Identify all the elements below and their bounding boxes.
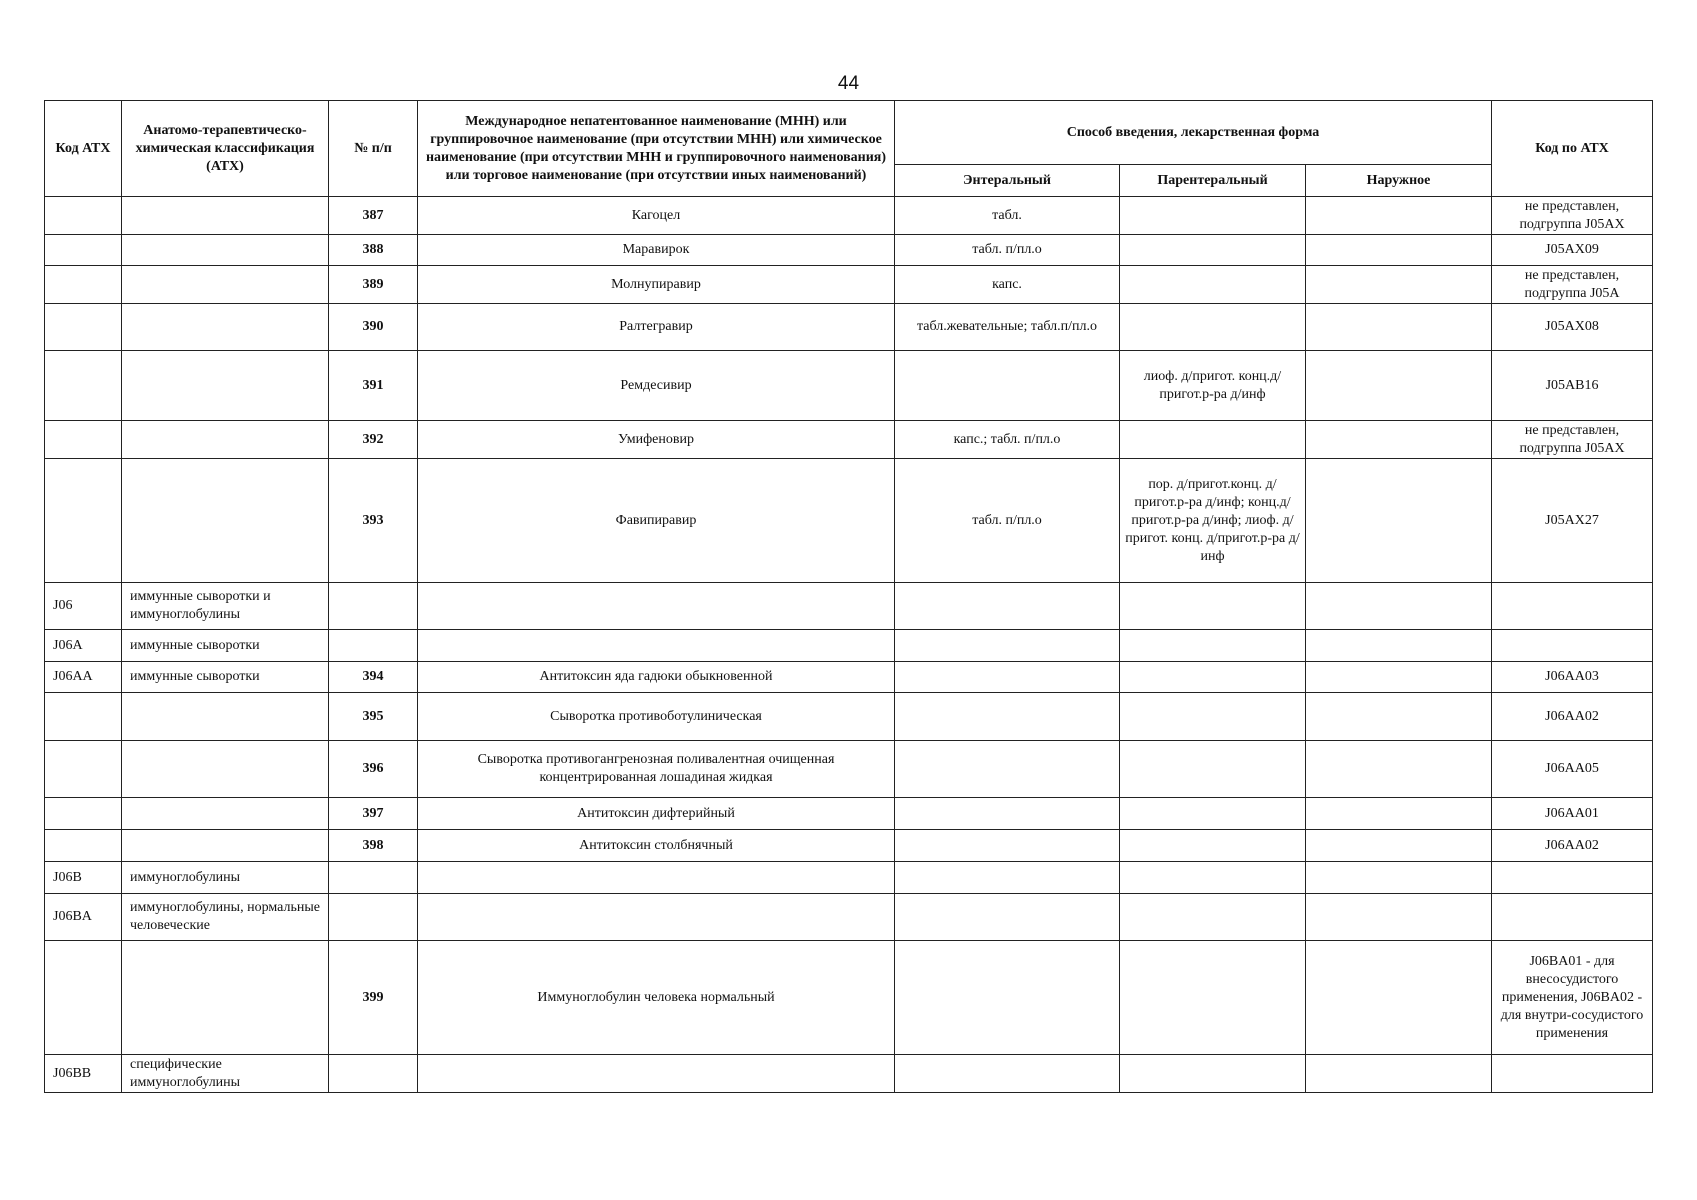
row-atc-code: [45, 741, 122, 798]
row-atc-code: J06: [45, 583, 122, 630]
row-parenteral: [1120, 197, 1306, 235]
row-num: 392: [329, 421, 418, 459]
row-atc-class: [122, 798, 329, 830]
row-num: 388: [329, 235, 418, 266]
row-enteral: [895, 894, 1120, 941]
table-row: [45, 862, 1653, 894]
row-external: [1306, 941, 1492, 1055]
row-enteral: [895, 351, 1120, 421]
row-atc-ref: J05AB16: [1492, 351, 1653, 421]
row-atc-class: [122, 421, 329, 459]
row-parenteral: [1120, 862, 1306, 894]
row-atc-ref: не представлен, подгруппа J05AX: [1492, 197, 1653, 235]
row-atc-class: [122, 830, 329, 862]
table-row: [45, 266, 1653, 304]
row-atc-class: [122, 304, 329, 351]
table-row: [45, 798, 1653, 830]
header-atc-code: Код АТХ: [45, 101, 122, 197]
row-atc-code: [45, 693, 122, 741]
row-name: [418, 862, 895, 894]
row-enteral: [895, 741, 1120, 798]
row-atc-code: [45, 830, 122, 862]
row-external: [1306, 894, 1492, 941]
row-atc-code: J06AA: [45, 662, 122, 693]
row-external: [1306, 351, 1492, 421]
row-atc-ref: [1492, 583, 1653, 630]
row-parenteral: [1120, 266, 1306, 304]
row-name: [418, 894, 895, 941]
row-atc-ref: [1492, 862, 1653, 894]
row-external: [1306, 1055, 1492, 1093]
row-enteral: [895, 693, 1120, 741]
row-num: 391: [329, 351, 418, 421]
header-parenteral: Парентеральный: [1120, 165, 1306, 197]
row-name: Ралтегравир: [418, 304, 895, 351]
page-number: 44: [837, 73, 860, 94]
row-atc-code: J06A: [45, 630, 122, 662]
table-row: [45, 941, 1653, 1055]
row-name: Антитоксин дифтерийный: [418, 798, 895, 830]
row-enteral: [895, 630, 1120, 662]
row-atc-code: [45, 941, 122, 1055]
row-atc-class: [122, 351, 329, 421]
table-row: [45, 662, 1653, 693]
row-atc-code: J06BB: [45, 1055, 122, 1093]
row-external: [1306, 662, 1492, 693]
row-num: 394: [329, 662, 418, 693]
row-enteral: [895, 662, 1120, 693]
table-row: [45, 894, 1653, 941]
row-enteral: табл. п/пл.о: [895, 235, 1120, 266]
row-enteral: табл.: [895, 197, 1120, 235]
table-header: [45, 101, 1653, 197]
row-external: [1306, 197, 1492, 235]
row-external: [1306, 862, 1492, 894]
row-name: Умифеновир: [418, 421, 895, 459]
row-external: [1306, 421, 1492, 459]
row-enteral: [895, 830, 1120, 862]
row-enteral: капс.; табл. п/пл.о: [895, 421, 1120, 459]
row-atc-class: специфические иммуноглобулины: [122, 1055, 329, 1093]
table-row: [45, 459, 1653, 583]
table-row: [45, 304, 1653, 351]
row-num: 390: [329, 304, 418, 351]
row-parenteral: [1120, 693, 1306, 741]
row-atc-class: иммунные сыворотки и иммуноглобулины: [122, 583, 329, 630]
row-atc-ref: J06AA05: [1492, 741, 1653, 798]
table-row: [45, 830, 1653, 862]
row-parenteral: [1120, 662, 1306, 693]
header-num: № п/п: [329, 101, 418, 197]
row-name: [418, 1055, 895, 1093]
header-atc-ref: Код по АТХ: [1492, 101, 1653, 197]
row-external: [1306, 459, 1492, 583]
table-row: [45, 1055, 1653, 1093]
row-atc-code: [45, 798, 122, 830]
row-enteral: [895, 1055, 1120, 1093]
row-external: [1306, 266, 1492, 304]
row-atc-code: [45, 235, 122, 266]
row-parenteral: [1120, 583, 1306, 630]
row-external: [1306, 693, 1492, 741]
row-atc-class: иммуноглобулины, нормальные человеческие: [122, 894, 329, 941]
row-external: [1306, 630, 1492, 662]
row-atc-ref: [1492, 1055, 1653, 1093]
row-num: [329, 630, 418, 662]
row-name: Антитоксин яда гадюки обыкновенной: [418, 662, 895, 693]
header-external: Наружное: [1306, 165, 1492, 197]
header-atc-class: Анатомо-терапевтическо-химическая классификация (АТХ): [122, 101, 329, 197]
row-enteral: капс.: [895, 266, 1120, 304]
drug-table: [44, 100, 1653, 1093]
row-atc-ref: не представлен, подгруппа J05AX: [1492, 421, 1653, 459]
row-num: 393: [329, 459, 418, 583]
table-row: [45, 197, 1653, 235]
row-atc-code: [45, 266, 122, 304]
row-atc-ref: J05AX09: [1492, 235, 1653, 266]
row-atc-code: J06BA: [45, 894, 122, 941]
row-atc-ref: J06BA01 - для внесосудистого применения, J06BA02 - для внутри-сосудистого применения: [1492, 941, 1653, 1055]
row-name: Ремдесивир: [418, 351, 895, 421]
row-atc-ref: J06AA03: [1492, 662, 1653, 693]
row-parenteral: [1120, 630, 1306, 662]
table-row: [45, 693, 1653, 741]
table-row: [45, 351, 1653, 421]
row-num: 398: [329, 830, 418, 862]
row-parenteral: пор. д/пригот.конц. д/пригот.р-ра д/инф; конц.д/пригот.р-ра д/инф; лиоф. д/пригот. конц. д/пригот.р-ра д/инф: [1120, 459, 1306, 583]
row-external: [1306, 304, 1492, 351]
table-row: [45, 630, 1653, 662]
row-atc-ref: [1492, 630, 1653, 662]
row-num: 387: [329, 197, 418, 235]
row-atc-code: [45, 459, 122, 583]
row-num: 397: [329, 798, 418, 830]
row-name: Кагоцел: [418, 197, 895, 235]
row-atc-class: [122, 693, 329, 741]
row-enteral: табл. п/пл.о: [895, 459, 1120, 583]
header-route-form: Способ введения, лекарственная форма: [895, 101, 1492, 165]
row-name: [418, 583, 895, 630]
row-atc-ref: J05AX27: [1492, 459, 1653, 583]
row-parenteral: [1120, 798, 1306, 830]
row-num: [329, 894, 418, 941]
row-atc-class: [122, 197, 329, 235]
row-atc-code: [45, 197, 122, 235]
row-num: [329, 862, 418, 894]
table-row: [45, 583, 1653, 630]
row-atc-class: иммуноглобулины: [122, 862, 329, 894]
row-enteral: табл.жевательные; табл.п/пл.о: [895, 304, 1120, 351]
row-enteral: [895, 862, 1120, 894]
row-parenteral: [1120, 421, 1306, 459]
row-atc-class: [122, 741, 329, 798]
row-num: 399: [329, 941, 418, 1055]
row-external: [1306, 830, 1492, 862]
row-enteral: [895, 583, 1120, 630]
row-parenteral: [1120, 304, 1306, 351]
row-external: [1306, 741, 1492, 798]
row-atc-class: иммунные сыворотки: [122, 662, 329, 693]
row-external: [1306, 583, 1492, 630]
row-num: 389: [329, 266, 418, 304]
row-atc-class: [122, 235, 329, 266]
row-atc-ref: [1492, 894, 1653, 941]
row-parenteral: [1120, 941, 1306, 1055]
row-atc-code: [45, 304, 122, 351]
row-parenteral: [1120, 1055, 1306, 1093]
row-enteral: [895, 941, 1120, 1055]
row-atc-ref: J06AA01: [1492, 798, 1653, 830]
row-atc-code: J06B: [45, 862, 122, 894]
row-num: 396: [329, 741, 418, 798]
row-external: [1306, 798, 1492, 830]
row-atc-ref: не представлен, подгруппа J05A: [1492, 266, 1653, 304]
row-atc-class: иммунные сыворотки: [122, 630, 329, 662]
row-parenteral: [1120, 741, 1306, 798]
table-body: [45, 197, 1653, 1093]
row-atc-ref: J06AA02: [1492, 830, 1653, 862]
row-enteral: [895, 798, 1120, 830]
table-row: [45, 235, 1653, 266]
row-parenteral: [1120, 235, 1306, 266]
row-atc-code: [45, 421, 122, 459]
row-atc-class: [122, 266, 329, 304]
row-name: Иммуноглобулин человека нормальный: [418, 941, 895, 1055]
row-parenteral: [1120, 894, 1306, 941]
row-num: 395: [329, 693, 418, 741]
row-external: [1306, 235, 1492, 266]
row-atc-class: [122, 459, 329, 583]
row-atc-ref: J05AX08: [1492, 304, 1653, 351]
row-name: Антитоксин столбнячный: [418, 830, 895, 862]
row-name: Сыворотка противогангренозная поливалентная очищенная концентрированная лошадиная жидкая: [418, 741, 895, 798]
row-parenteral: лиоф. д/пригот. конц.д/пригот.р-ра д/инф: [1120, 351, 1306, 421]
table-row: [45, 741, 1653, 798]
row-name: Маравирок: [418, 235, 895, 266]
row-name: Молнупиравир: [418, 266, 895, 304]
header-name: Международное непатентованное наименование (МНН) или группировочное наименование (при отсутствии МНН) или химическое наименование (при отсутствии МНН и группировочного наименования) или торговое наименование (при отсутствии иных наименований): [418, 101, 895, 197]
row-parenteral: [1120, 830, 1306, 862]
row-name: Сыворотка противоботулиническая: [418, 693, 895, 741]
row-name: Фавипиравир: [418, 459, 895, 583]
table-row: [45, 421, 1653, 459]
row-num: [329, 1055, 418, 1093]
header-enteral: Энтеральный: [895, 165, 1120, 197]
row-atc-class: [122, 941, 329, 1055]
row-atc-ref: J06AA02: [1492, 693, 1653, 741]
row-num: [329, 583, 418, 630]
row-name: [418, 630, 895, 662]
row-atc-code: [45, 351, 122, 421]
